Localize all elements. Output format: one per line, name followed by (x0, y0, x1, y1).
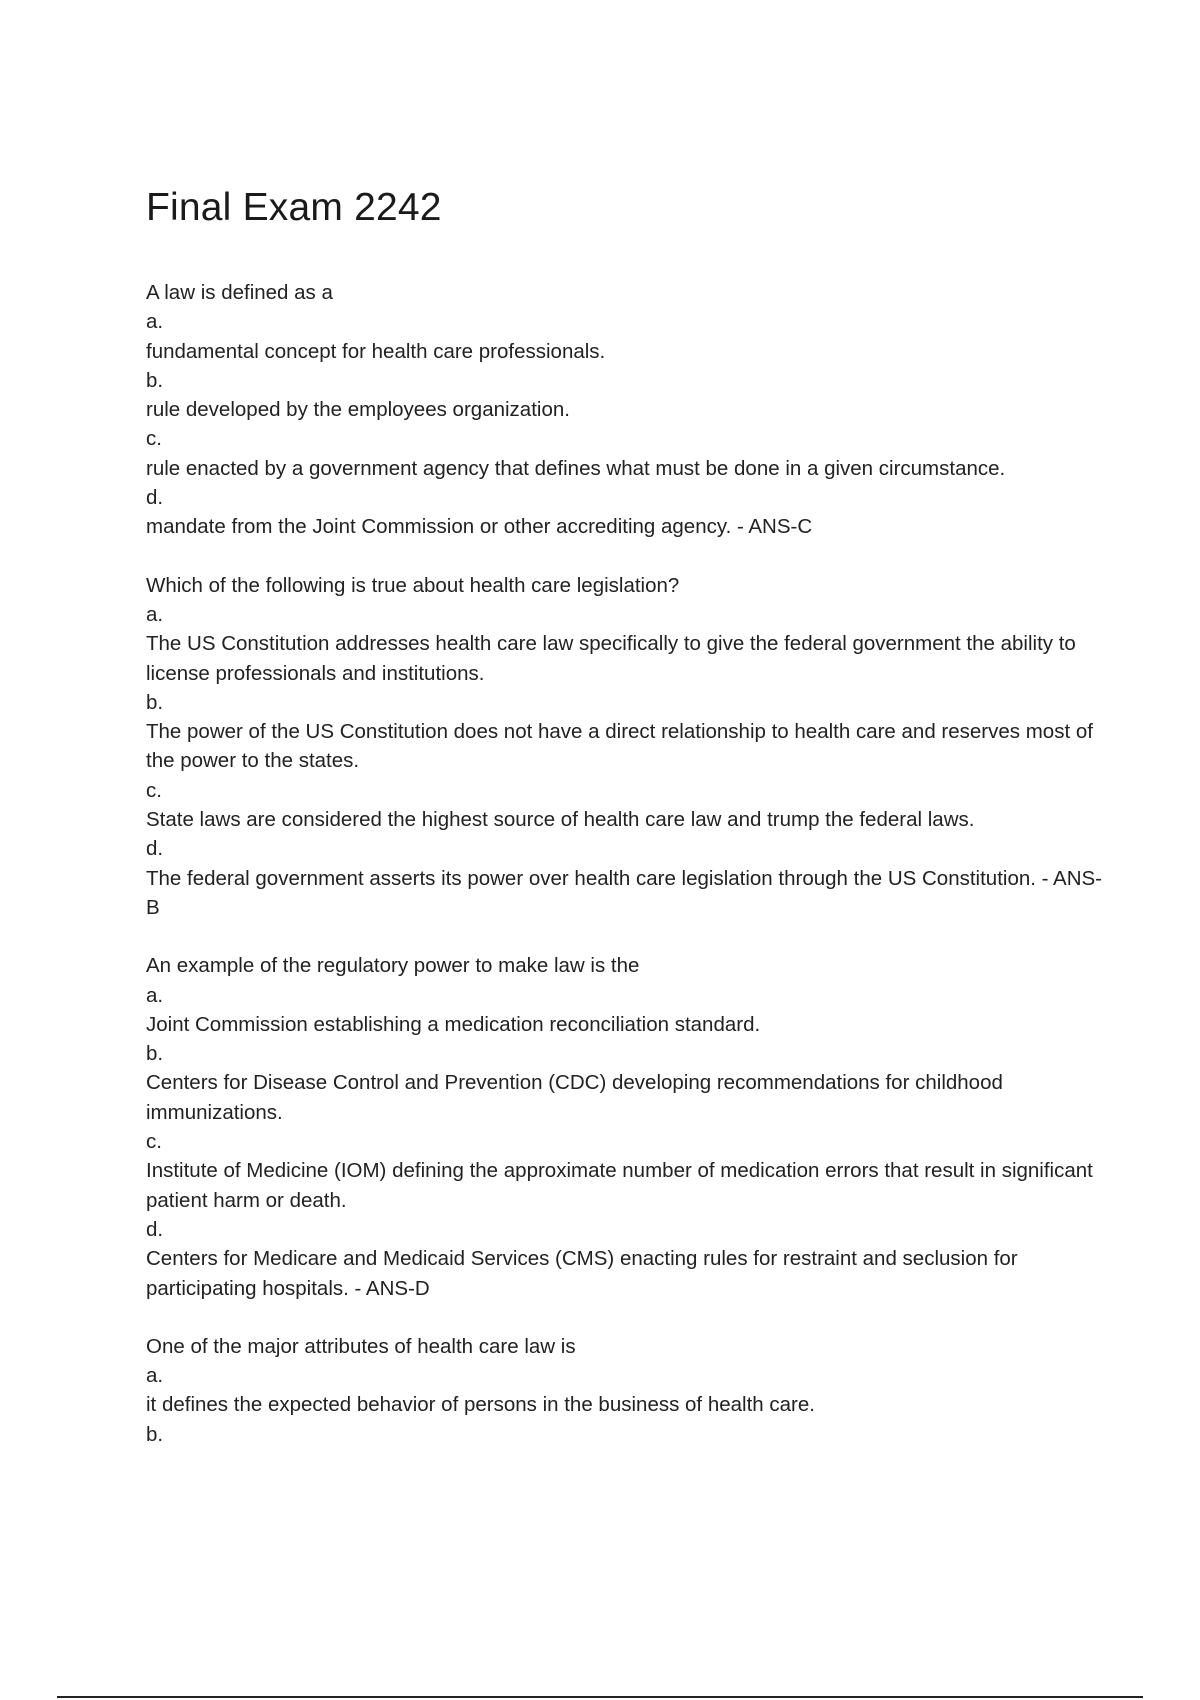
option-letter: d. (146, 837, 164, 861)
option-text: rule developed by the employees organization. (146, 398, 570, 422)
question-list (146, 278, 1106, 1478)
option-letter: b. (146, 368, 164, 392)
question-stem: One of the major attributes of health care law is (146, 1334, 576, 1358)
question-3 (146, 951, 1106, 1303)
option-letter: b. (146, 1422, 164, 1446)
document-title: Final Exam 2242 (146, 186, 442, 229)
option-text: fundamental concept for health care professionals. (146, 339, 606, 363)
option-text: The power of the US Constitution does not have a direct relationship to health care and reserves most of the power to the states. (146, 720, 1093, 773)
option-letter: b. (146, 1042, 164, 1066)
option-letter: a. (146, 310, 164, 334)
option-text: Centers for Disease Control and Prevention (CDC) developing recommendations for childhood immunizations. (146, 1071, 1003, 1124)
option-letter: c. (146, 1130, 162, 1154)
option-letter: b. (146, 690, 164, 714)
question-1 (146, 278, 1106, 542)
question-4 (146, 1332, 1106, 1449)
option-text: State laws are considered the highest source of health care law and trump the federal laws. (146, 808, 975, 832)
option-text: Joint Commission establishing a medication reconciliation standard. (146, 1012, 761, 1036)
option-text: Institute of Medicine (IOM) defining the approximate number of medication errors that result in significant patient harm or death. (146, 1159, 1093, 1212)
footer-divider (57, 1696, 1143, 1698)
option-text-with-answer: The federal government asserts its power over health care legislation through the US Constitution. - ANS-B (146, 866, 1103, 919)
option-letter: a. (146, 602, 164, 626)
option-letter: c. (146, 427, 162, 451)
option-text: rule enacted by a government agency that defines what must be done in a given circumstance. (146, 456, 1006, 480)
option-text-with-answer: mandate from the Joint Commission or other accrediting agency. - ANS-C (146, 515, 813, 539)
option-text: The US Constitution addresses health care law specifically to give the federal government the ability to license professionals and institutions. (146, 632, 1076, 685)
question-stem: An example of the regulatory power to make law is the (146, 954, 640, 978)
option-letter: a. (146, 1364, 164, 1388)
question-stem: Which of the following is true about health care legislation? (146, 573, 680, 597)
option-letter: d. (146, 486, 164, 510)
option-letter: d. (146, 1217, 164, 1241)
option-text: it defines the expected behavior of persons in the business of health care. (146, 1393, 815, 1417)
question-2 (146, 571, 1106, 923)
option-letter: c. (146, 778, 162, 802)
option-letter: a. (146, 983, 164, 1007)
question-stem: A law is defined as a (146, 281, 333, 304)
option-text-with-answer: Centers for Medicare and Medicaid Services (CMS) enacting rules for restraint and seclusion for participating hospitals. - ANS-D (146, 1247, 1018, 1300)
